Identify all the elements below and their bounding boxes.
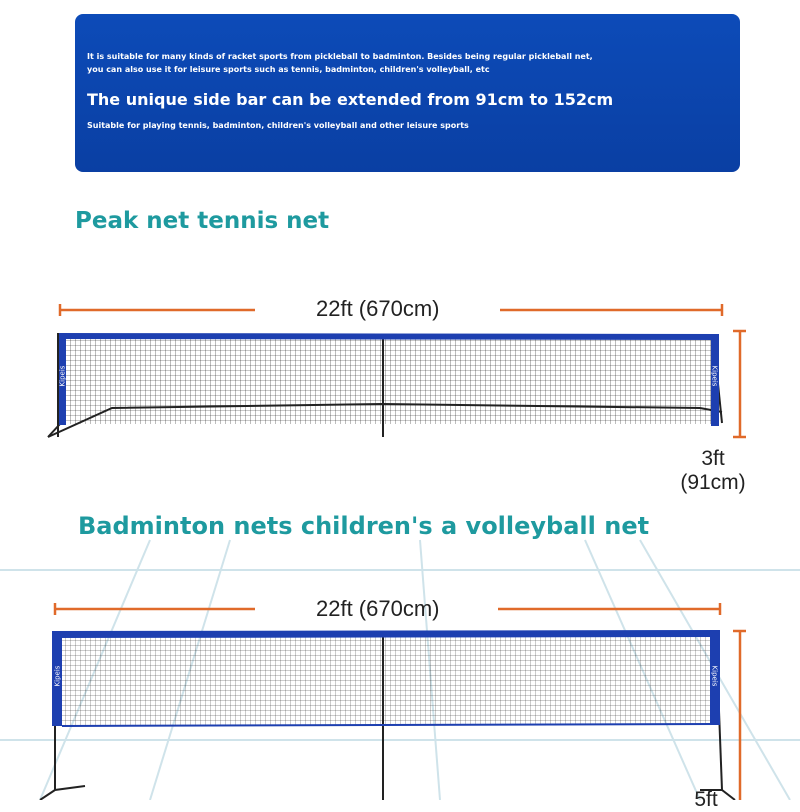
brand-label-left-1: Kipeis [58, 365, 67, 387]
banner-line-2: you can also use it for leisure sports such as tennis, badminton, children's volleyball, etc [87, 65, 490, 74]
section1-title: Peak net tennis net [75, 208, 330, 234]
section2-title: Badminton nets children's a volleyball net [78, 512, 650, 540]
banner-headline: The unique side bar can be extended from 91cm to 152cm [87, 90, 614, 109]
net-2 [40, 630, 735, 800]
height-dimension-arrow-1 [733, 331, 746, 437]
banner-line-1: It is suitable for many kinds of racket sports from pickleball to badminton. Besides being regular pickleball net, [87, 52, 593, 61]
banner-subline: Suitable for playing tennis, badminton, children's volleyball and other leisure sports [87, 121, 469, 130]
brand-label-right-2: Kipeis [710, 665, 719, 687]
height-dimension-arrow-2 [733, 631, 746, 800]
width-label-2: 22ft (670cm) [316, 596, 440, 621]
brand-label-left-2: Kipeis [53, 665, 62, 687]
height-label-1 [668, 447, 758, 495]
brand-label-right-1: Kipeis [710, 365, 719, 387]
net-1 [48, 333, 722, 437]
height-label-2: 5ft [694, 788, 718, 811]
height-label-1-cm: (91cm) [680, 471, 746, 494]
width-label-1: 22ft (670cm) [316, 296, 440, 321]
height-label-1-ft: 3ft [701, 447, 725, 470]
